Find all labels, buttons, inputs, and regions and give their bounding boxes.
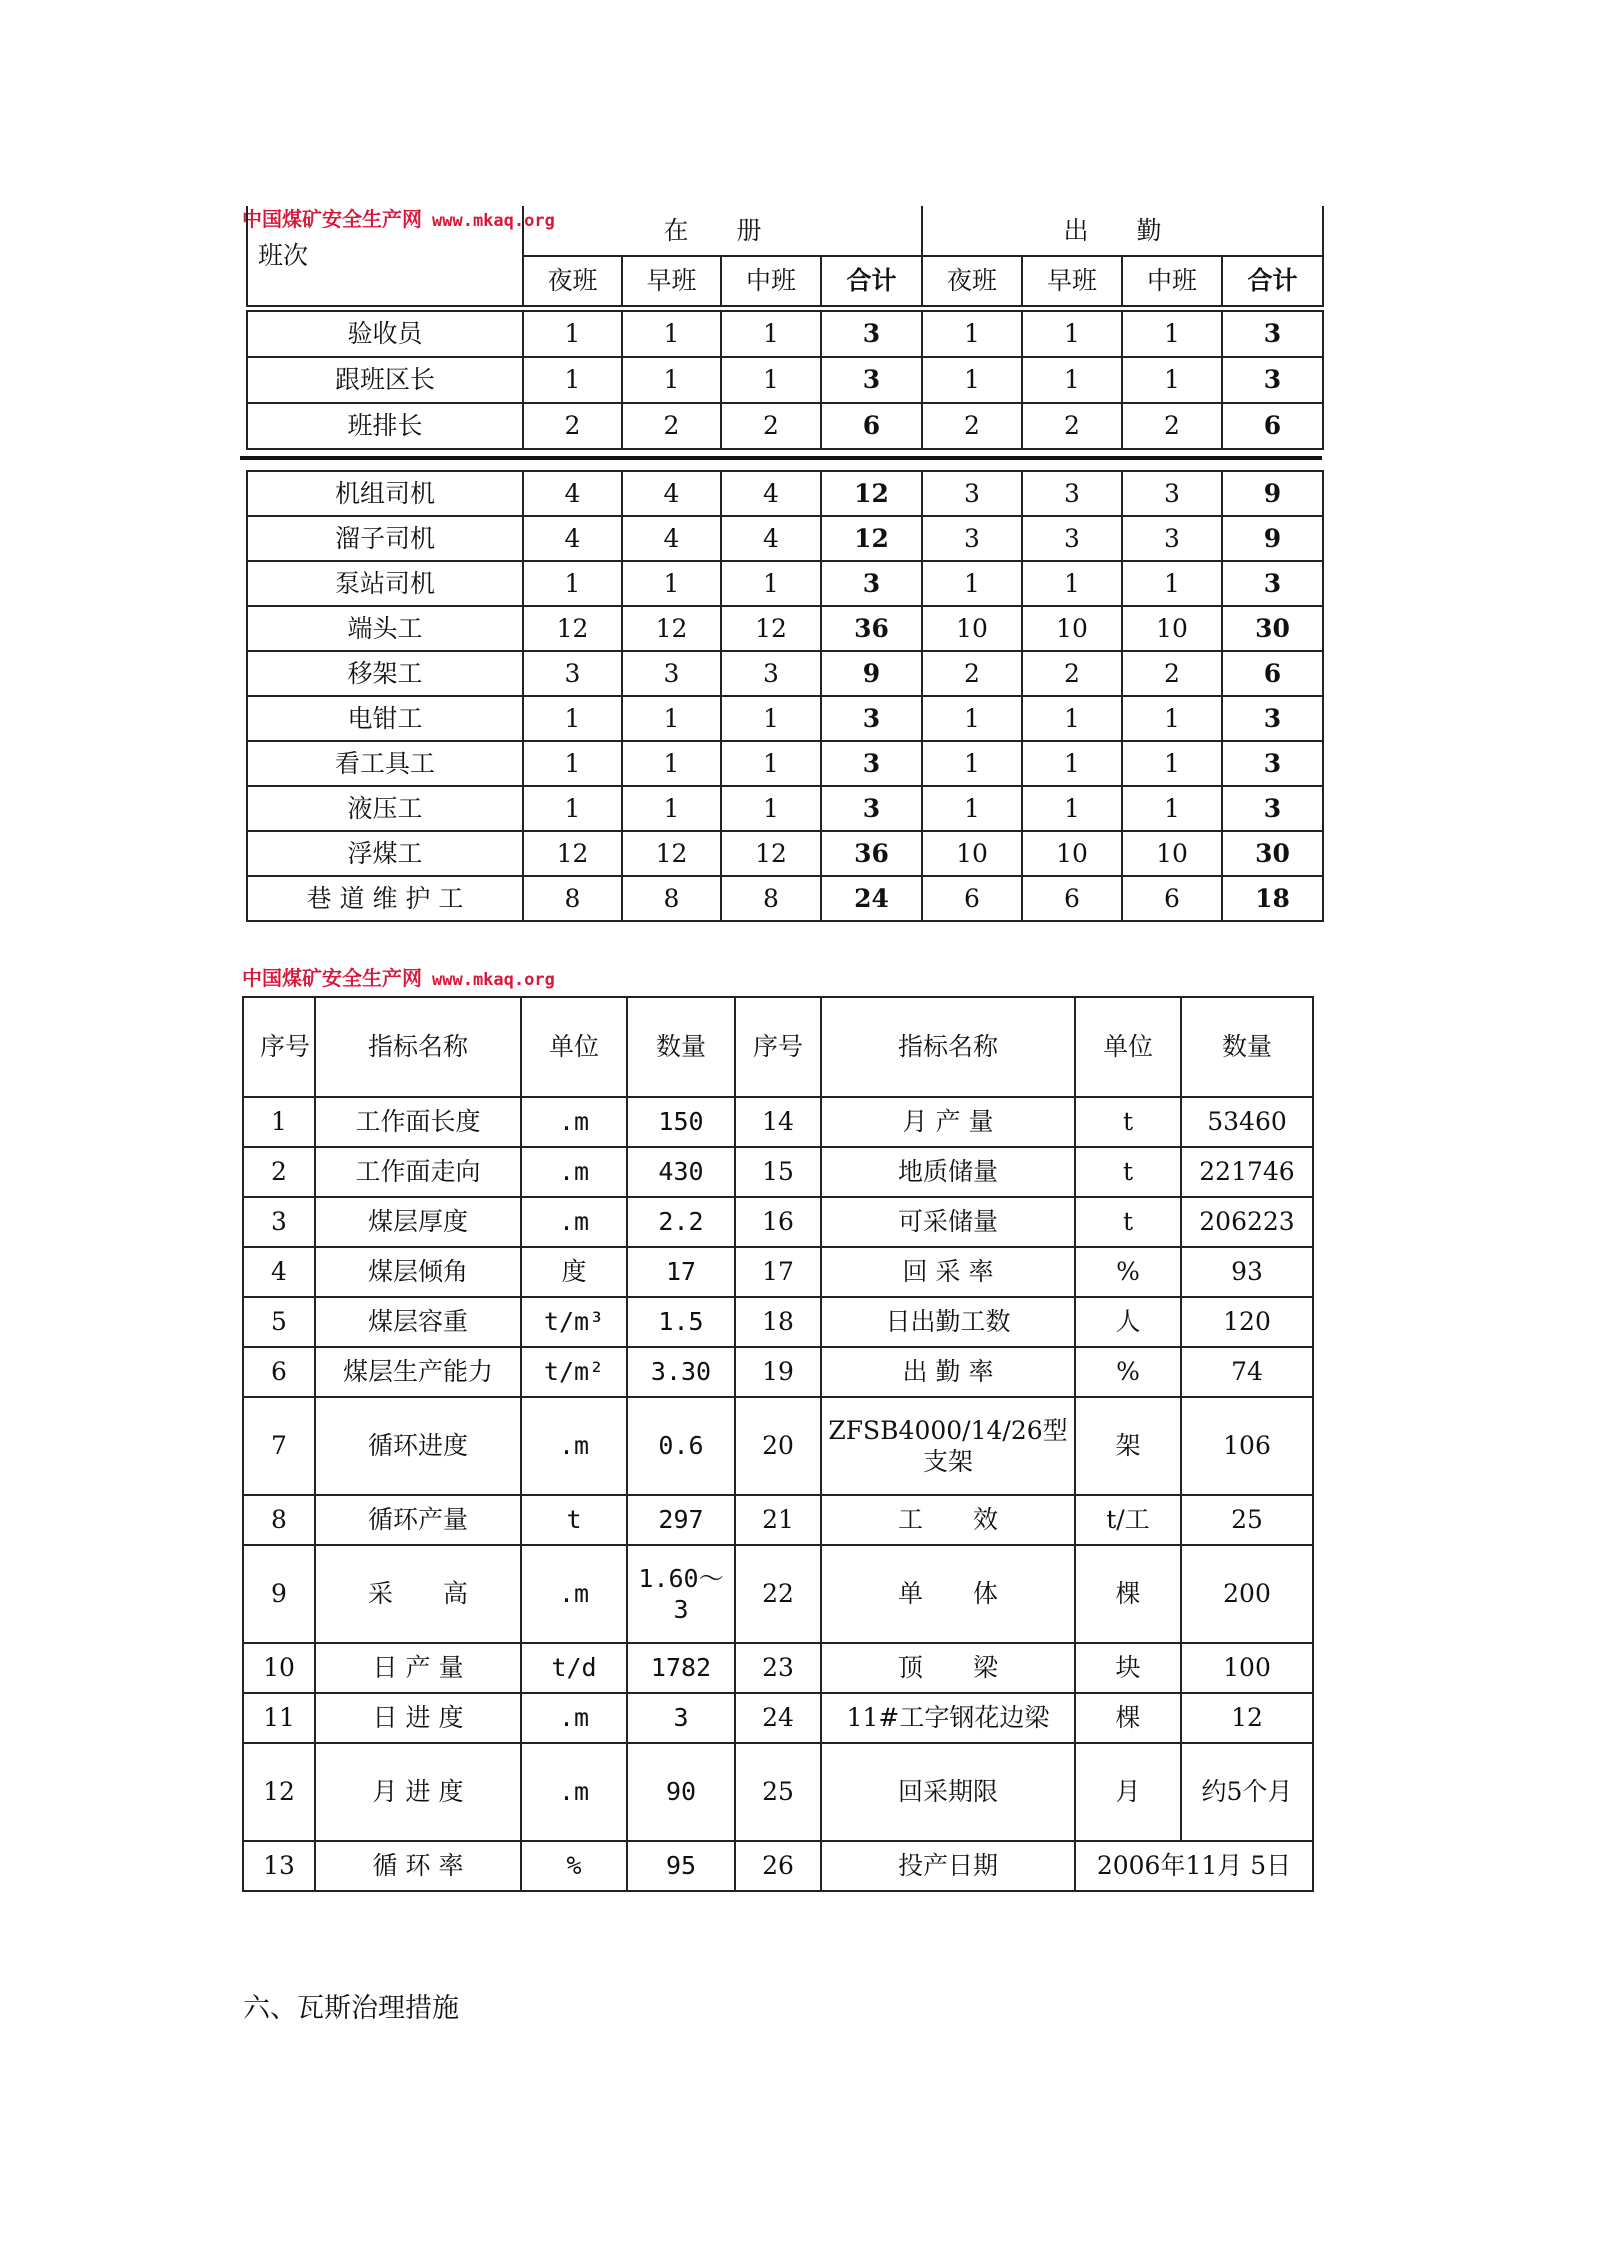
indicator-cell: 月 产 量: [821, 1097, 1075, 1147]
count-cell: 3: [1222, 741, 1323, 786]
indicator-cell: 2.2: [627, 1197, 735, 1247]
role-name-cell: 端头工: [247, 606, 523, 651]
header-cell: 序号: [735, 997, 821, 1097]
count-cell: 3: [821, 561, 922, 606]
indicator-cell: 106: [1181, 1397, 1313, 1495]
count-cell: 9: [1222, 471, 1323, 516]
count-cell: 1: [1122, 561, 1222, 606]
count-cell: 2: [1022, 403, 1122, 449]
indicator-cell: 日 产 量: [315, 1643, 521, 1693]
count-cell: 4: [622, 471, 721, 516]
header-cell: 数量: [1181, 997, 1313, 1097]
count-cell: 1: [1122, 696, 1222, 741]
indicator-cell: 棵: [1075, 1693, 1181, 1743]
table-row: [243, 1397, 1313, 1495]
count-cell: 9: [1222, 516, 1323, 561]
table-header-row: [243, 997, 1313, 1097]
indicator-cell: 25: [1181, 1495, 1313, 1545]
indicator-cell: 循环产量: [315, 1495, 521, 1545]
indicator-cell: 15: [735, 1147, 821, 1197]
indicator-cell: ZFSB4000/14/26型支架: [821, 1397, 1075, 1495]
table-row: [243, 1545, 1313, 1643]
header-cell: 指标名称: [315, 997, 521, 1097]
indicator-cell: 24: [735, 1693, 821, 1743]
count-cell: 1: [523, 786, 622, 831]
indicator-cell: 地质储量: [821, 1147, 1075, 1197]
count-cell: 1: [1122, 311, 1222, 357]
watermark-brand: 中国煤矿安全生产网: [242, 207, 422, 231]
role-name-cell: 电钳工: [247, 696, 523, 741]
indicator-cell: 1.5: [627, 1297, 735, 1347]
indicator-cell: t/工: [1075, 1495, 1181, 1545]
count-cell: 1: [1022, 696, 1122, 741]
watermark-url: www.mkaq.org: [432, 211, 555, 231]
indicator-cell: 12: [243, 1743, 315, 1841]
header-cell: 序号: [243, 997, 315, 1097]
subheader-cell: 合计: [821, 256, 922, 306]
role-name-cell: 液压工: [247, 786, 523, 831]
count-cell: 3: [922, 471, 1022, 516]
watermark-middle: [242, 962, 555, 991]
indicator-cell: 3: [627, 1693, 735, 1743]
count-cell: 3: [1122, 471, 1222, 516]
indicator-cell: .m: [521, 1545, 627, 1643]
count-cell: 8: [523, 876, 622, 921]
count-cell: 2: [922, 651, 1022, 696]
role-name-cell: 跟班区长: [247, 357, 523, 403]
table-row: [243, 1743, 1313, 1841]
count-cell: 2: [622, 403, 721, 449]
count-cell: 1: [622, 696, 721, 741]
count-cell: 8: [721, 876, 821, 921]
role-name-cell: 巷 道 维 护 工: [247, 876, 523, 921]
count-cell: 4: [523, 471, 622, 516]
indicator-cell: 工 效: [821, 1495, 1075, 1545]
count-cell: 1: [622, 561, 721, 606]
indicator-cell: 25: [735, 1743, 821, 1841]
count-cell: 3: [1222, 357, 1323, 403]
watermark-url: www.mkaq.org: [432, 970, 555, 990]
watermark-brand: 中国煤矿安全生产网: [242, 966, 422, 990]
table-row: [243, 1247, 1313, 1297]
indicator-cell: 17: [735, 1247, 821, 1297]
indicator-cell: 13: [243, 1841, 315, 1891]
count-cell: 2: [1022, 651, 1122, 696]
table-row: [243, 1147, 1313, 1197]
indicator-cell: 月: [1075, 1743, 1181, 1841]
indicator-cell: 1.60～3: [627, 1545, 735, 1643]
indicator-cell: %: [1075, 1347, 1181, 1397]
table-row: [247, 876, 1323, 921]
count-cell: 3: [821, 357, 922, 403]
indicator-cell: 19: [735, 1347, 821, 1397]
role-name-cell: 机组司机: [247, 471, 523, 516]
indicator-cell: 约5个月: [1181, 1743, 1313, 1841]
indicator-cell: 9: [243, 1545, 315, 1643]
count-cell: 3: [922, 516, 1022, 561]
count-cell: 10: [922, 831, 1022, 876]
indicator-cell: 可采储量: [821, 1197, 1075, 1247]
indicator-cell: t: [1075, 1097, 1181, 1147]
count-cell: 3: [1022, 516, 1122, 561]
section-title: 六、瓦斯治理措施: [243, 1993, 459, 2024]
indicator-cell: t: [1075, 1197, 1181, 1247]
table-row: [247, 311, 1323, 357]
count-cell: 4: [622, 516, 721, 561]
role-name-cell: 泵站司机: [247, 561, 523, 606]
count-cell: 1: [721, 696, 821, 741]
indicator-cell: 循 环 率: [315, 1841, 521, 1891]
indicator-cell: t: [1075, 1147, 1181, 1197]
indicator-cell: .m: [521, 1147, 627, 1197]
indicator-cell: 90: [627, 1743, 735, 1841]
staffing-table-header: [246, 206, 1324, 307]
count-cell: 1: [523, 696, 622, 741]
indicator-cell: .m: [521, 1097, 627, 1147]
indicator-cell: 6: [243, 1347, 315, 1397]
indicator-cell: 日 进 度: [315, 1693, 521, 1743]
table-row: [247, 786, 1323, 831]
count-cell: 1: [1022, 786, 1122, 831]
indicator-cell: 22: [735, 1545, 821, 1643]
table-row: [243, 1643, 1313, 1693]
indicator-cell: 月 进 度: [315, 1743, 521, 1841]
count-cell: 30: [1222, 831, 1323, 876]
count-cell: 10: [922, 606, 1022, 651]
indicator-cell: 1: [243, 1097, 315, 1147]
indicator-cell: 3: [243, 1197, 315, 1247]
count-cell: 6: [821, 403, 922, 449]
indicator-cell: 7: [243, 1397, 315, 1495]
count-cell: 3: [1222, 311, 1323, 357]
count-cell: 1: [1122, 741, 1222, 786]
indicator-cell: 74: [1181, 1347, 1313, 1397]
count-cell: 1: [721, 741, 821, 786]
role-name-cell: 验收员: [247, 311, 523, 357]
indicator-cell: 1782: [627, 1643, 735, 1693]
indicator-cell: 煤层容重: [315, 1297, 521, 1347]
role-name-cell: 移架工: [247, 651, 523, 696]
indicator-cell: 12: [1181, 1693, 1313, 1743]
table-row: [247, 606, 1323, 651]
indicator-cell: 18: [735, 1297, 821, 1347]
count-cell: 1: [1122, 786, 1222, 831]
indicator-cell: 221746: [1181, 1147, 1313, 1197]
count-cell: 24: [821, 876, 922, 921]
header-cell: 单位: [1075, 997, 1181, 1097]
count-cell: 1: [1022, 741, 1122, 786]
count-cell: 1: [523, 741, 622, 786]
indicator-cell: 150: [627, 1097, 735, 1147]
indicator-cell: 棵: [1075, 1545, 1181, 1643]
indicator-cell: 10: [243, 1643, 315, 1693]
indicator-cell: 顶 梁: [821, 1643, 1075, 1693]
role-name-cell: 浮煤工: [247, 831, 523, 876]
staffing-table-management: [246, 310, 1324, 450]
count-cell: 1: [523, 357, 622, 403]
table-row: [243, 1097, 1313, 1147]
count-cell: 2: [922, 403, 1022, 449]
indicator-cell: 206223: [1181, 1197, 1313, 1247]
subheader-cell: 早班: [1022, 256, 1122, 306]
count-cell: 3: [523, 651, 622, 696]
table-row: [247, 651, 1323, 696]
table-row: [243, 1297, 1313, 1347]
indicator-cell: .m: [521, 1197, 627, 1247]
indicator-cell: 0.6: [627, 1397, 735, 1495]
table-row: [247, 561, 1323, 606]
count-cell: 3: [1222, 561, 1323, 606]
subheader-cell: 中班: [1122, 256, 1222, 306]
indicator-cell: 17: [627, 1247, 735, 1297]
indicator-cell: %: [1075, 1247, 1181, 1297]
indicator-cell: t/d: [521, 1643, 627, 1693]
count-cell: 10: [1122, 831, 1222, 876]
subheader-cell: 合计: [1222, 256, 1323, 306]
count-cell: 1: [622, 357, 721, 403]
count-cell: 1: [721, 561, 821, 606]
indicator-cell: .m: [521, 1743, 627, 1841]
table-row: [243, 1841, 1313, 1891]
indicator-cell: 11: [243, 1693, 315, 1743]
count-cell: 12: [523, 606, 622, 651]
count-cell: 1: [721, 357, 821, 403]
indicator-cell: t/m³: [521, 1297, 627, 1347]
indicator-cell: 回 采 率: [821, 1247, 1075, 1297]
indicator-cell: %: [521, 1841, 627, 1891]
count-cell: 6: [922, 876, 1022, 921]
indicator-cell: 95: [627, 1841, 735, 1891]
header-cell: 单位: [521, 997, 627, 1097]
table-row: [247, 471, 1323, 516]
indicator-cell: 采 高: [315, 1545, 521, 1643]
role-name-cell: 看工具工: [247, 741, 523, 786]
table-row: [243, 1197, 1313, 1247]
count-cell: 1: [1122, 357, 1222, 403]
indicator-cell: 2006年11月 5日: [1075, 1841, 1313, 1891]
count-cell: 12: [622, 606, 721, 651]
table-row: [247, 516, 1323, 561]
role-name-cell: 溜子司机: [247, 516, 523, 561]
indicator-cell: 26: [735, 1841, 821, 1891]
indicator-cell: .m: [521, 1693, 627, 1743]
count-cell: 1: [922, 741, 1022, 786]
indicator-cell: 煤层生产能力: [315, 1347, 521, 1397]
indicator-cell: t: [521, 1495, 627, 1545]
staffing-table-workers: [246, 470, 1324, 922]
indicator-cell: 3.30: [627, 1347, 735, 1397]
indicator-cell: 煤层厚度: [315, 1197, 521, 1247]
indicator-cell: 块: [1075, 1643, 1181, 1693]
corner-cell: [247, 206, 523, 306]
indicator-cell: 8: [243, 1495, 315, 1545]
table-row: [243, 1693, 1313, 1743]
indicator-cell: 单 体: [821, 1545, 1075, 1643]
indicator-cell: 回采期限: [821, 1743, 1075, 1841]
subheader-cell: 中班: [721, 256, 821, 306]
count-cell: 12: [721, 606, 821, 651]
indicator-cell: 297: [627, 1495, 735, 1545]
count-cell: 3: [821, 311, 922, 357]
count-cell: 3: [821, 741, 922, 786]
indicator-cell: 循环进度: [315, 1397, 521, 1495]
count-cell: 1: [523, 311, 622, 357]
group-attendance: 出 勤: [922, 206, 1323, 256]
count-cell: 36: [821, 831, 922, 876]
count-cell: 10: [1022, 831, 1122, 876]
count-cell: 12: [622, 831, 721, 876]
count-cell: 2: [1122, 651, 1222, 696]
count-cell: 1: [622, 786, 721, 831]
count-cell: 3: [821, 786, 922, 831]
subheader-cell: 早班: [622, 256, 721, 306]
indicator-cell: 21: [735, 1495, 821, 1545]
count-cell: 3: [721, 651, 821, 696]
count-cell: 1: [1022, 357, 1122, 403]
indicator-cell: 93: [1181, 1247, 1313, 1297]
indicator-cell: 工作面走向: [315, 1147, 521, 1197]
indicator-cell: 架: [1075, 1397, 1181, 1495]
shift-label: 班次: [258, 240, 309, 270]
indicator-cell: 煤层倾角: [315, 1247, 521, 1297]
count-cell: 12: [821, 471, 922, 516]
count-cell: 6: [1122, 876, 1222, 921]
group-enrolled: 在 册: [523, 206, 922, 256]
count-cell: 1: [922, 786, 1022, 831]
count-cell: 3: [622, 651, 721, 696]
count-cell: 6: [1222, 403, 1323, 449]
count-cell: 36: [821, 606, 922, 651]
count-cell: 12: [721, 831, 821, 876]
table-row: [247, 357, 1323, 403]
count-cell: 1: [922, 357, 1022, 403]
table-row: [247, 831, 1323, 876]
indicator-cell: t/m²: [521, 1347, 627, 1397]
indicator-cell: 200: [1181, 1545, 1313, 1643]
indicator-cell: 2: [243, 1147, 315, 1197]
count-cell: 1: [622, 311, 721, 357]
count-cell: 12: [523, 831, 622, 876]
count-cell: 1: [922, 561, 1022, 606]
count-cell: 4: [523, 516, 622, 561]
header-cell: 数量: [627, 997, 735, 1097]
subheader-cell: 夜班: [922, 256, 1022, 306]
indicator-cell: 100: [1181, 1643, 1313, 1693]
count-cell: 1: [622, 741, 721, 786]
indicator-cell: 4: [243, 1247, 315, 1297]
indicator-cell: 11#工字钢花边梁: [821, 1693, 1075, 1743]
count-cell: 18: [1222, 876, 1323, 921]
indicator-cell: 16: [735, 1197, 821, 1247]
count-cell: 6: [1222, 651, 1323, 696]
indicator-cell: 投产日期: [821, 1841, 1075, 1891]
subheader-cell: 夜班: [523, 256, 622, 306]
indicator-cell: 5: [243, 1297, 315, 1347]
indicator-cell: 14: [735, 1097, 821, 1147]
table-row: [247, 696, 1323, 741]
count-cell: 10: [1122, 606, 1222, 651]
count-cell: 1: [922, 696, 1022, 741]
count-cell: 2: [523, 403, 622, 449]
table-row: [247, 741, 1323, 786]
count-cell: 10: [1022, 606, 1122, 651]
count-cell: 1: [922, 311, 1022, 357]
count-cell: 3: [821, 696, 922, 741]
count-cell: 3: [1122, 516, 1222, 561]
count-cell: 4: [721, 471, 821, 516]
count-cell: 3: [1022, 471, 1122, 516]
count-cell: 4: [721, 516, 821, 561]
indicator-cell: 工作面长度: [315, 1097, 521, 1147]
indicator-cell: 20: [735, 1397, 821, 1495]
count-cell: 1: [1022, 561, 1122, 606]
indicator-cell: 430: [627, 1147, 735, 1197]
role-name-cell: 班排长: [247, 403, 523, 449]
count-cell: 12: [821, 516, 922, 561]
header-cell: 指标名称: [821, 997, 1075, 1097]
count-cell: 6: [1022, 876, 1122, 921]
count-cell: 1: [721, 786, 821, 831]
count-cell: 1: [721, 311, 821, 357]
count-cell: 8: [622, 876, 721, 921]
indicator-cell: 人: [1075, 1297, 1181, 1347]
indicator-cell: 23: [735, 1643, 821, 1693]
indicator-cell: 日出勤工数: [821, 1297, 1075, 1347]
count-cell: 9: [821, 651, 922, 696]
table-row: [243, 1347, 1313, 1397]
count-cell: 1: [1022, 311, 1122, 357]
count-cell: 1: [523, 561, 622, 606]
table-divider-rule: [240, 456, 1322, 460]
indicator-cell: .m: [521, 1397, 627, 1495]
indicator-cell: 53460: [1181, 1097, 1313, 1147]
count-cell: 2: [1122, 403, 1222, 449]
count-cell: 2: [721, 403, 821, 449]
count-cell: 3: [1222, 786, 1323, 831]
technical-indicators-table: [242, 996, 1314, 1892]
table-row: [243, 1495, 1313, 1545]
indicator-cell: 出 勤 率: [821, 1347, 1075, 1397]
indicator-cell: 120: [1181, 1297, 1313, 1347]
indicator-cell: 度: [521, 1247, 627, 1297]
count-cell: 30: [1222, 606, 1323, 651]
count-cell: 3: [1222, 696, 1323, 741]
table-row: [247, 403, 1323, 449]
